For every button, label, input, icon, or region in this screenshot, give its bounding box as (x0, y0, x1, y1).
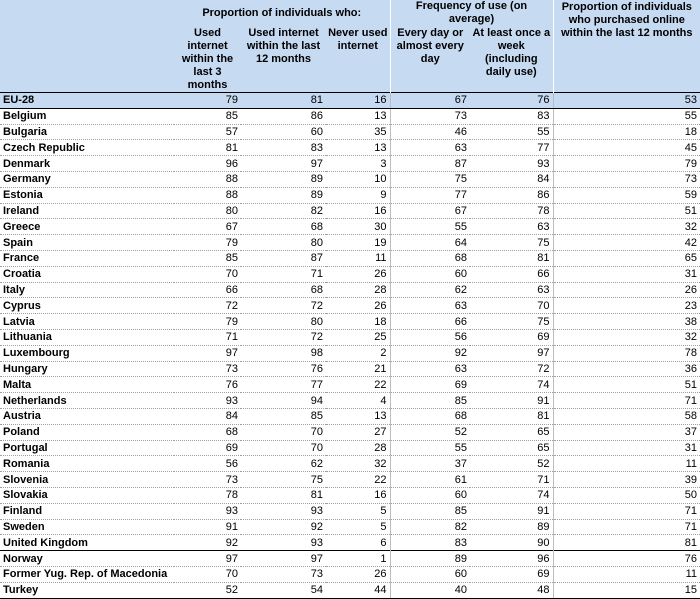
value-cell: 28 (326, 440, 390, 456)
country-cell: United Kingdom (0, 535, 174, 551)
value-cell: 61 (390, 472, 470, 488)
value-cell: 36 (553, 361, 700, 377)
value-cell: 1 (326, 551, 390, 567)
value-cell: 26 (553, 282, 700, 298)
country-cell: Bulgaria (0, 124, 174, 140)
value-cell: 31 (553, 266, 700, 282)
country-cell: Lithuania (0, 329, 174, 345)
value-cell: 68 (241, 219, 326, 235)
value-cell: 66 (174, 282, 241, 298)
value-cell: 97 (241, 156, 326, 172)
value-cell: 71 (553, 519, 700, 535)
table-row (0, 108, 700, 124)
country-cell: Portugal (0, 440, 174, 456)
country-cell: Norway (0, 551, 174, 567)
value-cell: 60 (241, 124, 326, 140)
value-cell: 86 (470, 187, 553, 203)
value-cell: 75 (470, 314, 553, 330)
value-cell: 21 (326, 361, 390, 377)
table-row (0, 329, 700, 345)
column-header-once-a-week: At least once a week (including daily use) (470, 26, 553, 93)
value-cell: 67 (390, 93, 470, 109)
value-cell: 94 (241, 393, 326, 409)
value-cell: 73 (241, 566, 326, 582)
table-row (0, 250, 700, 266)
value-cell: 80 (241, 235, 326, 251)
value-cell: 52 (390, 424, 470, 440)
value-cell: 62 (241, 456, 326, 472)
value-cell: 73 (174, 361, 241, 377)
value-cell: 79 (174, 93, 241, 109)
value-cell: 50 (553, 487, 700, 503)
value-cell: 93 (241, 503, 326, 519)
value-cell: 75 (470, 235, 553, 251)
value-cell: 87 (241, 250, 326, 266)
table-row (0, 582, 700, 598)
country-cell: EU-28 (0, 93, 174, 109)
value-cell: 84 (174, 408, 241, 424)
country-cell: Ireland (0, 203, 174, 219)
value-cell: 72 (470, 361, 553, 377)
value-cell: 40 (390, 582, 470, 598)
column-header-never-used: Never used internet (326, 26, 390, 93)
value-cell: 15 (553, 582, 700, 598)
value-cell: 87 (390, 156, 470, 172)
value-cell: 89 (390, 551, 470, 567)
value-cell: 89 (241, 171, 326, 187)
table-row (0, 282, 700, 298)
value-cell: 70 (241, 440, 326, 456)
value-cell: 52 (470, 456, 553, 472)
value-cell: 89 (241, 187, 326, 203)
table-row (0, 535, 700, 551)
column-header-used-3-months: Used internet within the last 3 months (174, 26, 241, 93)
value-cell: 90 (470, 535, 553, 551)
country-cell: Poland (0, 424, 174, 440)
value-cell: 80 (241, 314, 326, 330)
value-cell: 60 (390, 566, 470, 582)
value-cell: 89 (470, 519, 553, 535)
value-cell: 11 (553, 456, 700, 472)
value-cell: 77 (470, 140, 553, 156)
value-cell: 73 (553, 171, 700, 187)
value-cell: 96 (470, 551, 553, 567)
value-cell: 81 (241, 93, 326, 109)
value-cell: 93 (470, 156, 553, 172)
value-cell: 85 (390, 393, 470, 409)
value-cell: 65 (470, 424, 553, 440)
value-cell: 71 (470, 472, 553, 488)
value-cell: 58 (553, 408, 700, 424)
value-cell: 26 (326, 566, 390, 582)
country-cell: Latvia (0, 314, 174, 330)
value-cell: 71 (553, 393, 700, 409)
value-cell: 57 (174, 124, 241, 140)
value-cell: 69 (174, 440, 241, 456)
value-cell: 72 (241, 298, 326, 314)
value-cell: 85 (174, 108, 241, 124)
table-row (0, 314, 700, 330)
value-cell: 70 (241, 424, 326, 440)
value-cell: 32 (326, 456, 390, 472)
country-cell: Former Yug. Rep. of Macedonia (0, 566, 174, 582)
value-cell: 71 (241, 266, 326, 282)
value-cell: 64 (390, 235, 470, 251)
value-cell: 92 (241, 519, 326, 535)
table-row (0, 93, 700, 109)
value-cell: 44 (326, 582, 390, 598)
value-cell: 65 (470, 440, 553, 456)
table-row (0, 235, 700, 251)
value-cell: 16 (326, 487, 390, 503)
value-cell: 96 (174, 156, 241, 172)
value-cell: 32 (553, 219, 700, 235)
value-cell: 76 (553, 551, 700, 567)
value-cell: 31 (553, 440, 700, 456)
value-cell: 5 (326, 503, 390, 519)
value-cell: 32 (553, 329, 700, 345)
value-cell: 68 (241, 282, 326, 298)
value-cell: 79 (553, 156, 700, 172)
table-row (0, 345, 700, 361)
value-cell: 82 (390, 519, 470, 535)
value-cell: 66 (470, 266, 553, 282)
value-cell: 59 (553, 187, 700, 203)
value-cell: 55 (390, 219, 470, 235)
country-cell: Croatia (0, 266, 174, 282)
value-cell: 13 (326, 140, 390, 156)
value-cell: 78 (470, 203, 553, 219)
value-cell: 69 (470, 566, 553, 582)
country-cell: Romania (0, 456, 174, 472)
group-header-proportion: Proportion of individuals who: (174, 0, 390, 26)
value-cell: 73 (390, 108, 470, 124)
country-cell: Denmark (0, 156, 174, 172)
table-row (0, 440, 700, 456)
value-cell: 22 (326, 472, 390, 488)
country-cell: Hungary (0, 361, 174, 377)
country-cell: France (0, 250, 174, 266)
country-cell: Italy (0, 282, 174, 298)
country-cell: Estonia (0, 187, 174, 203)
column-header-every-day: Every day or almost every day (390, 26, 470, 93)
value-cell: 4 (326, 393, 390, 409)
value-cell: 3 (326, 156, 390, 172)
value-cell: 97 (241, 551, 326, 567)
table-row (0, 171, 700, 187)
country-cell: Austria (0, 408, 174, 424)
country-cell: Czech Republic (0, 140, 174, 156)
value-cell: 79 (174, 235, 241, 251)
value-cell: 77 (390, 187, 470, 203)
table-row (0, 187, 700, 203)
table-row (0, 156, 700, 172)
value-cell: 46 (390, 124, 470, 140)
country-cell: Sweden (0, 519, 174, 535)
value-cell: 91 (470, 393, 553, 409)
value-cell: 97 (174, 345, 241, 361)
value-cell: 27 (326, 424, 390, 440)
value-cell: 2 (326, 345, 390, 361)
value-cell: 88 (174, 171, 241, 187)
value-cell: 70 (174, 566, 241, 582)
country-cell: Greece (0, 219, 174, 235)
table-row (0, 298, 700, 314)
value-cell: 84 (470, 171, 553, 187)
value-cell: 62 (390, 282, 470, 298)
value-cell: 85 (174, 250, 241, 266)
table-row (0, 456, 700, 472)
country-cell: Luxembourg (0, 345, 174, 361)
value-cell: 79 (174, 314, 241, 330)
country-cell: Spain (0, 235, 174, 251)
table-row (0, 219, 700, 235)
value-cell: 48 (470, 582, 553, 598)
value-cell: 71 (553, 503, 700, 519)
value-cell: 16 (326, 93, 390, 109)
value-cell: 82 (241, 203, 326, 219)
value-cell: 67 (390, 203, 470, 219)
value-cell: 25 (326, 329, 390, 345)
value-cell: 75 (241, 472, 326, 488)
value-cell: 53 (553, 93, 700, 109)
value-cell: 88 (174, 187, 241, 203)
value-cell: 65 (553, 250, 700, 266)
table-row (0, 519, 700, 535)
value-cell: 56 (174, 456, 241, 472)
value-cell: 68 (390, 250, 470, 266)
table-row (0, 566, 700, 582)
country-cell: Malta (0, 377, 174, 393)
value-cell: 75 (390, 171, 470, 187)
value-cell: 78 (174, 487, 241, 503)
table-row (0, 551, 700, 567)
column-header-purchased-online: Proportion of individuals who purchased online within the last 12 months (553, 0, 700, 93)
value-cell: 10 (326, 171, 390, 187)
value-cell: 71 (174, 329, 241, 345)
table-row (0, 203, 700, 219)
value-cell: 72 (174, 298, 241, 314)
value-cell: 68 (174, 424, 241, 440)
value-cell: 19 (326, 235, 390, 251)
value-cell: 13 (326, 408, 390, 424)
value-cell: 30 (326, 219, 390, 235)
value-cell: 42 (553, 235, 700, 251)
value-cell: 91 (470, 503, 553, 519)
value-cell: 78 (553, 345, 700, 361)
value-cell: 76 (241, 361, 326, 377)
value-cell: 6 (326, 535, 390, 551)
value-cell: 55 (390, 440, 470, 456)
value-cell: 83 (470, 108, 553, 124)
value-cell: 77 (241, 377, 326, 393)
value-cell: 55 (470, 124, 553, 140)
value-cell: 63 (390, 140, 470, 156)
value-cell: 97 (174, 551, 241, 567)
value-cell: 38 (553, 314, 700, 330)
value-cell: 55 (553, 108, 700, 124)
country-cell: Germany (0, 171, 174, 187)
table-row (0, 408, 700, 424)
table-row (0, 487, 700, 503)
table-row (0, 140, 700, 156)
value-cell: 83 (241, 140, 326, 156)
value-cell: 66 (390, 314, 470, 330)
table-row (0, 266, 700, 282)
value-cell: 60 (390, 487, 470, 503)
table-header (0, 0, 700, 93)
value-cell: 35 (326, 124, 390, 140)
value-cell: 68 (390, 408, 470, 424)
value-cell: 86 (241, 108, 326, 124)
country-cell: Slovenia (0, 472, 174, 488)
value-cell: 81 (174, 140, 241, 156)
value-cell: 98 (241, 345, 326, 361)
country-cell: Netherlands (0, 393, 174, 409)
country-cell: Slovakia (0, 487, 174, 503)
value-cell: 51 (553, 377, 700, 393)
value-cell: 63 (470, 219, 553, 235)
value-cell: 69 (470, 329, 553, 345)
value-cell: 63 (390, 361, 470, 377)
value-cell: 11 (326, 250, 390, 266)
value-cell: 92 (390, 345, 470, 361)
value-cell: 69 (390, 377, 470, 393)
value-cell: 81 (553, 535, 700, 551)
country-cell: Finland (0, 503, 174, 519)
value-cell: 76 (174, 377, 241, 393)
table-body (0, 93, 700, 599)
value-cell: 39 (553, 472, 700, 488)
value-cell: 74 (470, 487, 553, 503)
value-cell: 13 (326, 108, 390, 124)
value-cell: 81 (470, 250, 553, 266)
group-header-frequency: Frequency of use (on average) (390, 0, 553, 26)
value-cell: 72 (241, 329, 326, 345)
value-cell: 76 (470, 93, 553, 109)
value-cell: 97 (470, 345, 553, 361)
value-cell: 18 (326, 314, 390, 330)
value-cell: 22 (326, 377, 390, 393)
value-cell: 81 (241, 487, 326, 503)
value-cell: 60 (390, 266, 470, 282)
table-row (0, 472, 700, 488)
country-cell: Belgium (0, 108, 174, 124)
value-cell: 63 (470, 282, 553, 298)
value-cell: 28 (326, 282, 390, 298)
value-cell: 37 (553, 424, 700, 440)
value-cell: 5 (326, 519, 390, 535)
value-cell: 70 (470, 298, 553, 314)
value-cell: 63 (390, 298, 470, 314)
value-cell: 45 (553, 140, 700, 156)
value-cell: 93 (174, 393, 241, 409)
value-cell: 92 (174, 535, 241, 551)
value-cell: 85 (241, 408, 326, 424)
value-cell: 52 (174, 582, 241, 598)
value-cell: 83 (390, 535, 470, 551)
column-header-used-12-months: Used internet within the last 12 months (241, 26, 326, 93)
value-cell: 80 (174, 203, 241, 219)
table-row (0, 503, 700, 519)
value-cell: 70 (174, 266, 241, 282)
value-cell: 81 (470, 408, 553, 424)
table-row (0, 124, 700, 140)
table-row (0, 377, 700, 393)
value-cell: 67 (174, 219, 241, 235)
value-cell: 51 (553, 203, 700, 219)
value-cell: 93 (241, 535, 326, 551)
value-cell: 56 (390, 329, 470, 345)
value-cell: 26 (326, 298, 390, 314)
table-row (0, 361, 700, 377)
value-cell: 54 (241, 582, 326, 598)
value-cell: 73 (174, 472, 241, 488)
value-cell: 26 (326, 266, 390, 282)
value-cell: 9 (326, 187, 390, 203)
value-cell: 93 (174, 503, 241, 519)
value-cell: 91 (174, 519, 241, 535)
country-cell: Turkey (0, 582, 174, 598)
value-cell: 23 (553, 298, 700, 314)
value-cell: 37 (390, 456, 470, 472)
value-cell: 85 (390, 503, 470, 519)
value-cell: 11 (553, 566, 700, 582)
table-row (0, 393, 700, 409)
value-cell: 74 (470, 377, 553, 393)
country-cell: Cyprus (0, 298, 174, 314)
table-row (0, 424, 700, 440)
value-cell: 16 (326, 203, 390, 219)
value-cell: 18 (553, 124, 700, 140)
row-label-header (0, 0, 174, 93)
